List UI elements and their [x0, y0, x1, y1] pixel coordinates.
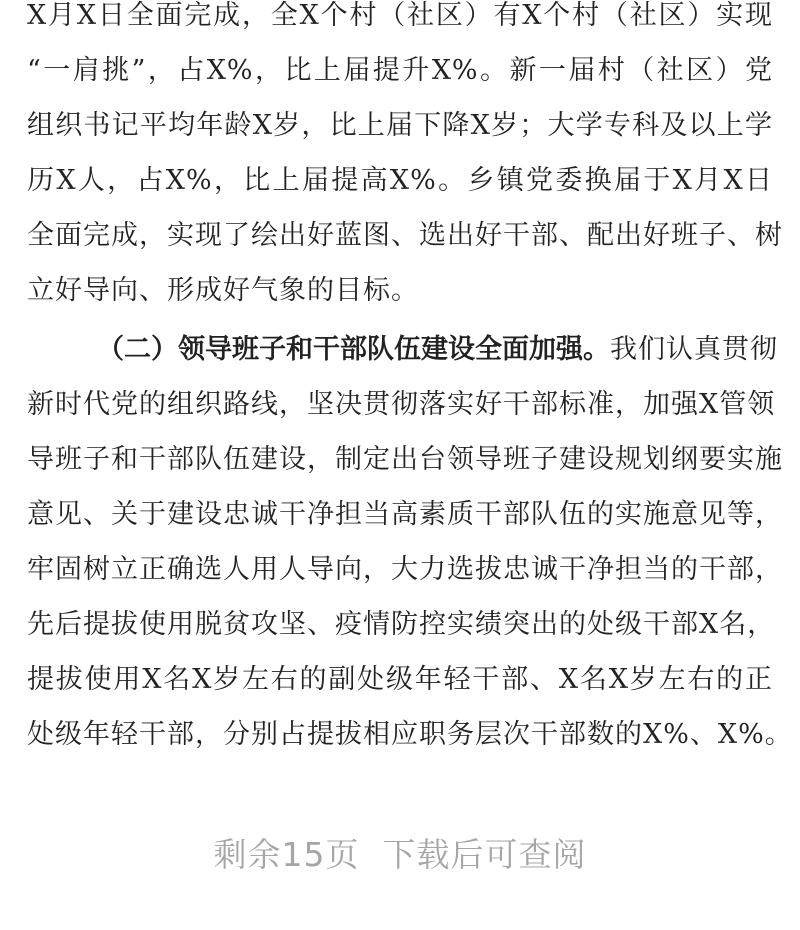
paragraph-line: X月X日全面完成，全X个村（社区）有X个村（社区）实现 [27, 0, 773, 31]
paragraph-line: 先后提拔使用脱贫攻坚、疫情防控实绩突出的处级干部X名， [27, 609, 776, 640]
download-prompt-label: 下载后可查阅 [382, 835, 587, 874]
paragraph-line: 处级年轻干部，分别占提拔相应职务层次干部数的X%、X%。 [27, 719, 793, 750]
download-prompt-banner[interactable] [0, 830, 800, 880]
paragraph-line: 历X人，占X%，比上届提高X%。乡镇党委换届于X月X日 [27, 165, 773, 196]
section-heading: （二）领导班子和干部队伍建设全面加强。 [97, 334, 610, 365]
paragraph-line: 组织书记平均年龄X岁，比上届下降X岁；大学专科及以上学 [27, 110, 773, 141]
paragraph-text: 我们认真贯彻 [610, 334, 778, 365]
paragraph-line: 全面完成，实现了绘出好蓝图、选出好干部、配出好班子、树 [27, 220, 783, 251]
paragraph-line: 导班子和干部队伍建设，制定出台领导班子建设规划纲要实施 [27, 444, 783, 475]
paragraph-line: “一肩挑”，占X%，比上届提升X%。新一届村（社区）党 [27, 55, 773, 86]
paragraph-first-line [97, 330, 778, 370]
paragraph-line: 牢固树立正确选人用人导向，大力选拔忠诚干净担当的干部， [27, 554, 783, 585]
paragraph-line: 意见、关于建设忠诚干净担当高素质干部队伍的实施意见等， [27, 499, 783, 530]
paragraph-line: 提拔使用X名X岁左右的副处级年轻干部、X名X岁左右的正 [27, 664, 773, 695]
paragraph-line: 立好导向、形成好气象的目标。 [27, 275, 419, 306]
paragraph-line: 新时代党的组织路线，坚决贯彻落实好干部标准，加强X管领 [27, 389, 776, 420]
remaining-pages-label: 剩余15页 [213, 835, 360, 874]
